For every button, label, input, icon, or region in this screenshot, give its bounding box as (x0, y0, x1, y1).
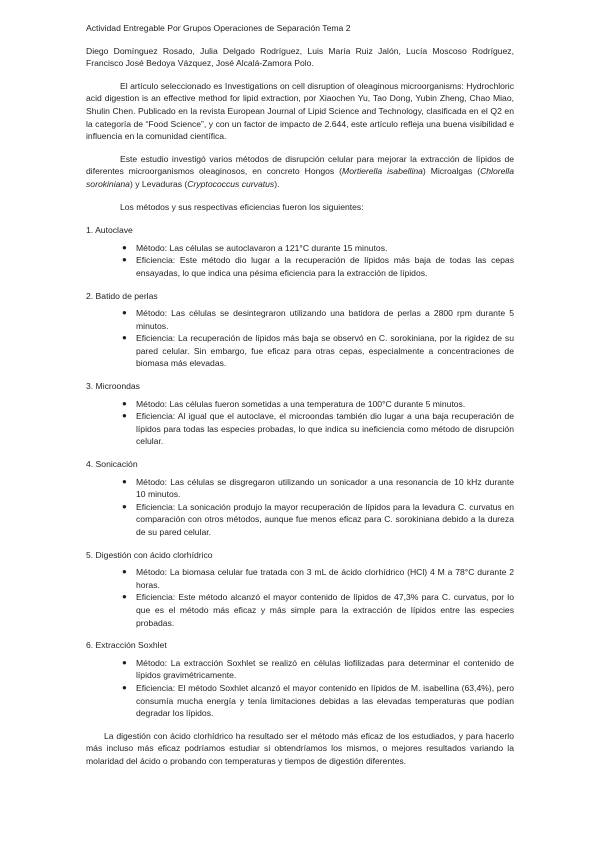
bullet-icon: ● (122, 398, 127, 408)
list-item-text: Eficiencia: Al igual que el autoclave, el microondas también dio lugar a una baja recuperación de lípidos para todas las especies probadas, lo que indica su ineficiencia como método de disrupción celular. (136, 411, 514, 447)
study-text-3: ) y Levaduras ( (129, 178, 188, 189)
section-hcl-digestion (86, 549, 514, 630)
bullet-list (86, 476, 514, 539)
section-title: 2. Batido de perlas (86, 290, 158, 301)
section-title: 5. Digestión con ácido clorhídrico (86, 549, 213, 560)
list-item-text: Método: Las células fueron sometidas a una temperatura de 100°C durante 5 minutos. (136, 398, 466, 409)
list-item-text: Eficiencia: Este método dio lugar a la recuperación de lípidos más baja de todas las cepas ensayadas, lo que indica una pésima eficiencia para la extracción de lípidos. (136, 255, 514, 278)
bullet-icon: ● (122, 592, 127, 602)
list-item (122, 242, 514, 255)
list-item (122, 566, 514, 591)
section-title: 1. Autoclave (86, 225, 133, 236)
list-item (122, 254, 514, 279)
bullet-list (86, 307, 514, 370)
section-microwave (86, 380, 514, 448)
study-paragraph (86, 153, 514, 191)
list-item (122, 682, 514, 720)
bullet-icon: ● (122, 476, 127, 486)
list-item-text: Eficiencia: La recuperación de lípidos más baja se observó en C. sorokiniana, por la rigidez de su pared celular. Sin embargo, fue eficaz para otras cepas, especialmente a concentraciones de biomasa más elevadas. (136, 333, 514, 369)
section-sonication (86, 458, 514, 539)
bullet-icon: ● (122, 567, 127, 577)
study-text-2: ) Microalgas ( (422, 166, 481, 177)
list-item-text: Método: La extracción Soxhlet se realizó en células liofilizadas para determinar el contenido de lípidos gravimétricamente. (136, 657, 514, 681)
list-item (122, 332, 514, 370)
list-item (122, 476, 514, 501)
list-item-text: Método: Las células se desintegraron utilizando una batidora de perlas a 2800 rpm durante 5 minutos. (136, 308, 514, 331)
list-item (122, 591, 514, 629)
section-autoclave (86, 224, 514, 279)
bullet-icon: ● (122, 411, 127, 421)
section-soxhlet (86, 639, 514, 720)
species-name: Chlorella sorokiniana (86, 166, 514, 189)
methods-lead: Los métodos y sus respectivas eficiencias fueron los siguientes: (120, 201, 364, 212)
section-bead-beating (86, 290, 514, 371)
study-text-1: Este estudio investigó varios métodos de disrupción celular para mejorar la extracción de lípidos de diferentes microorganismos oleaginosos, en concreto Hongos ( (86, 153, 514, 177)
document-title: Actividad Entregable Por Grupos Operaciones de Separación Tema 2 (86, 23, 351, 33)
list-item (122, 410, 514, 448)
list-item (122, 657, 514, 682)
list-item-text: Eficiencia: La sonicación produjo la mayor recuperación de lípidos para la levadura C. curvatus en comparación con otros métodos, aunque fue menos eficaz para C. sorokiniana debido a la dureza de su pared celular. (136, 501, 514, 537)
bullet-icon: ● (122, 682, 127, 692)
list-item-text: Método: La biomasa celular fue tratada con 3 mL de ácido clorhídrico (HCl) 4 M a 78°C durante 2 horas. (136, 567, 514, 590)
bullet-icon: ● (122, 657, 127, 667)
bullet-list (86, 398, 514, 448)
bullet-list (86, 657, 514, 720)
list-item-text: Eficiencia: Este método alcanzó el mayor contenido de lípidos de 47,3% para C. curvatus, por lo que es el método más eficaz y más simple para la extracción de lípidos entre las especies probadas. (136, 592, 514, 628)
bullet-icon: ● (122, 242, 127, 252)
list-item (122, 501, 514, 539)
list-item (122, 307, 514, 332)
bullet-icon: ● (122, 501, 127, 511)
study-text-4: ). (274, 178, 280, 189)
species-name: Cryptococcus curvatus (187, 178, 275, 189)
section-title: 6. Extracción Soxhlet (86, 640, 167, 651)
bullet-list (86, 242, 514, 280)
section-title: 3. Microondas (86, 381, 140, 392)
intro-paragraph: El artículo seleccionado es Investigations on cell disruption of oleaginous microorganisms: Hydrochloric acid digestion is an effective method for lipid extraction, por Xiaochen Yu, Tao Dong, Yubin Zheng, Chao Miao, Shulin Chen. Publicado en la revista European Journal of Lipid Science and Technology, clasificada en el Q2 en la categoría de “Food Science”, y con un factor de impacto de 2.644, este artículo refleja una buena visibilidad e influencia en la comunidad científica. (86, 80, 514, 142)
section-title: 4. Sonicación (86, 459, 138, 470)
bullet-list (86, 566, 514, 629)
conclusion-paragraph: La digestión con ácido clorhídrico ha resultado ser el método más eficaz de los estudiados, y para hacerlo más incluso más eficaz podríamos estudiar si obtendríamos los mismos, o mejores resultados variando la molaridad del ácido o probando con temperaturas y tiempos de digestión diferentes. (86, 730, 514, 766)
list-item-text: Eficiencia: El método Soxhlet alcanzó el mayor contenido en lípidos de M. isabellina (63,4%), pero consumía mucha energía y tenía limitaciones debidas a las elevadas temperaturas que podían degradar los lípidos. (136, 682, 514, 719)
list-item-text: Método: Las células se disgregaron utilizando un sonicador a una resonancia de 10 kHz durante 10 minutos. (136, 476, 514, 500)
author-list: Diego Domínguez Rosado, Julia Delgado Rodríguez, Luis María Ruiz Jalón, Lucía Moscoso Rodríguez, Francisco José Bedoya Vázquez, José Alcalá-Zamora Polo. (86, 45, 514, 69)
bullet-icon: ● (122, 333, 127, 343)
bullet-icon: ● (122, 255, 127, 265)
bullet-icon: ● (122, 308, 127, 318)
list-item-text: Método: Las células se autoclavaron a 121°C durante 15 minutos. (136, 242, 388, 253)
species-name: Mortierella isabellina (342, 166, 423, 177)
list-item (122, 398, 514, 411)
